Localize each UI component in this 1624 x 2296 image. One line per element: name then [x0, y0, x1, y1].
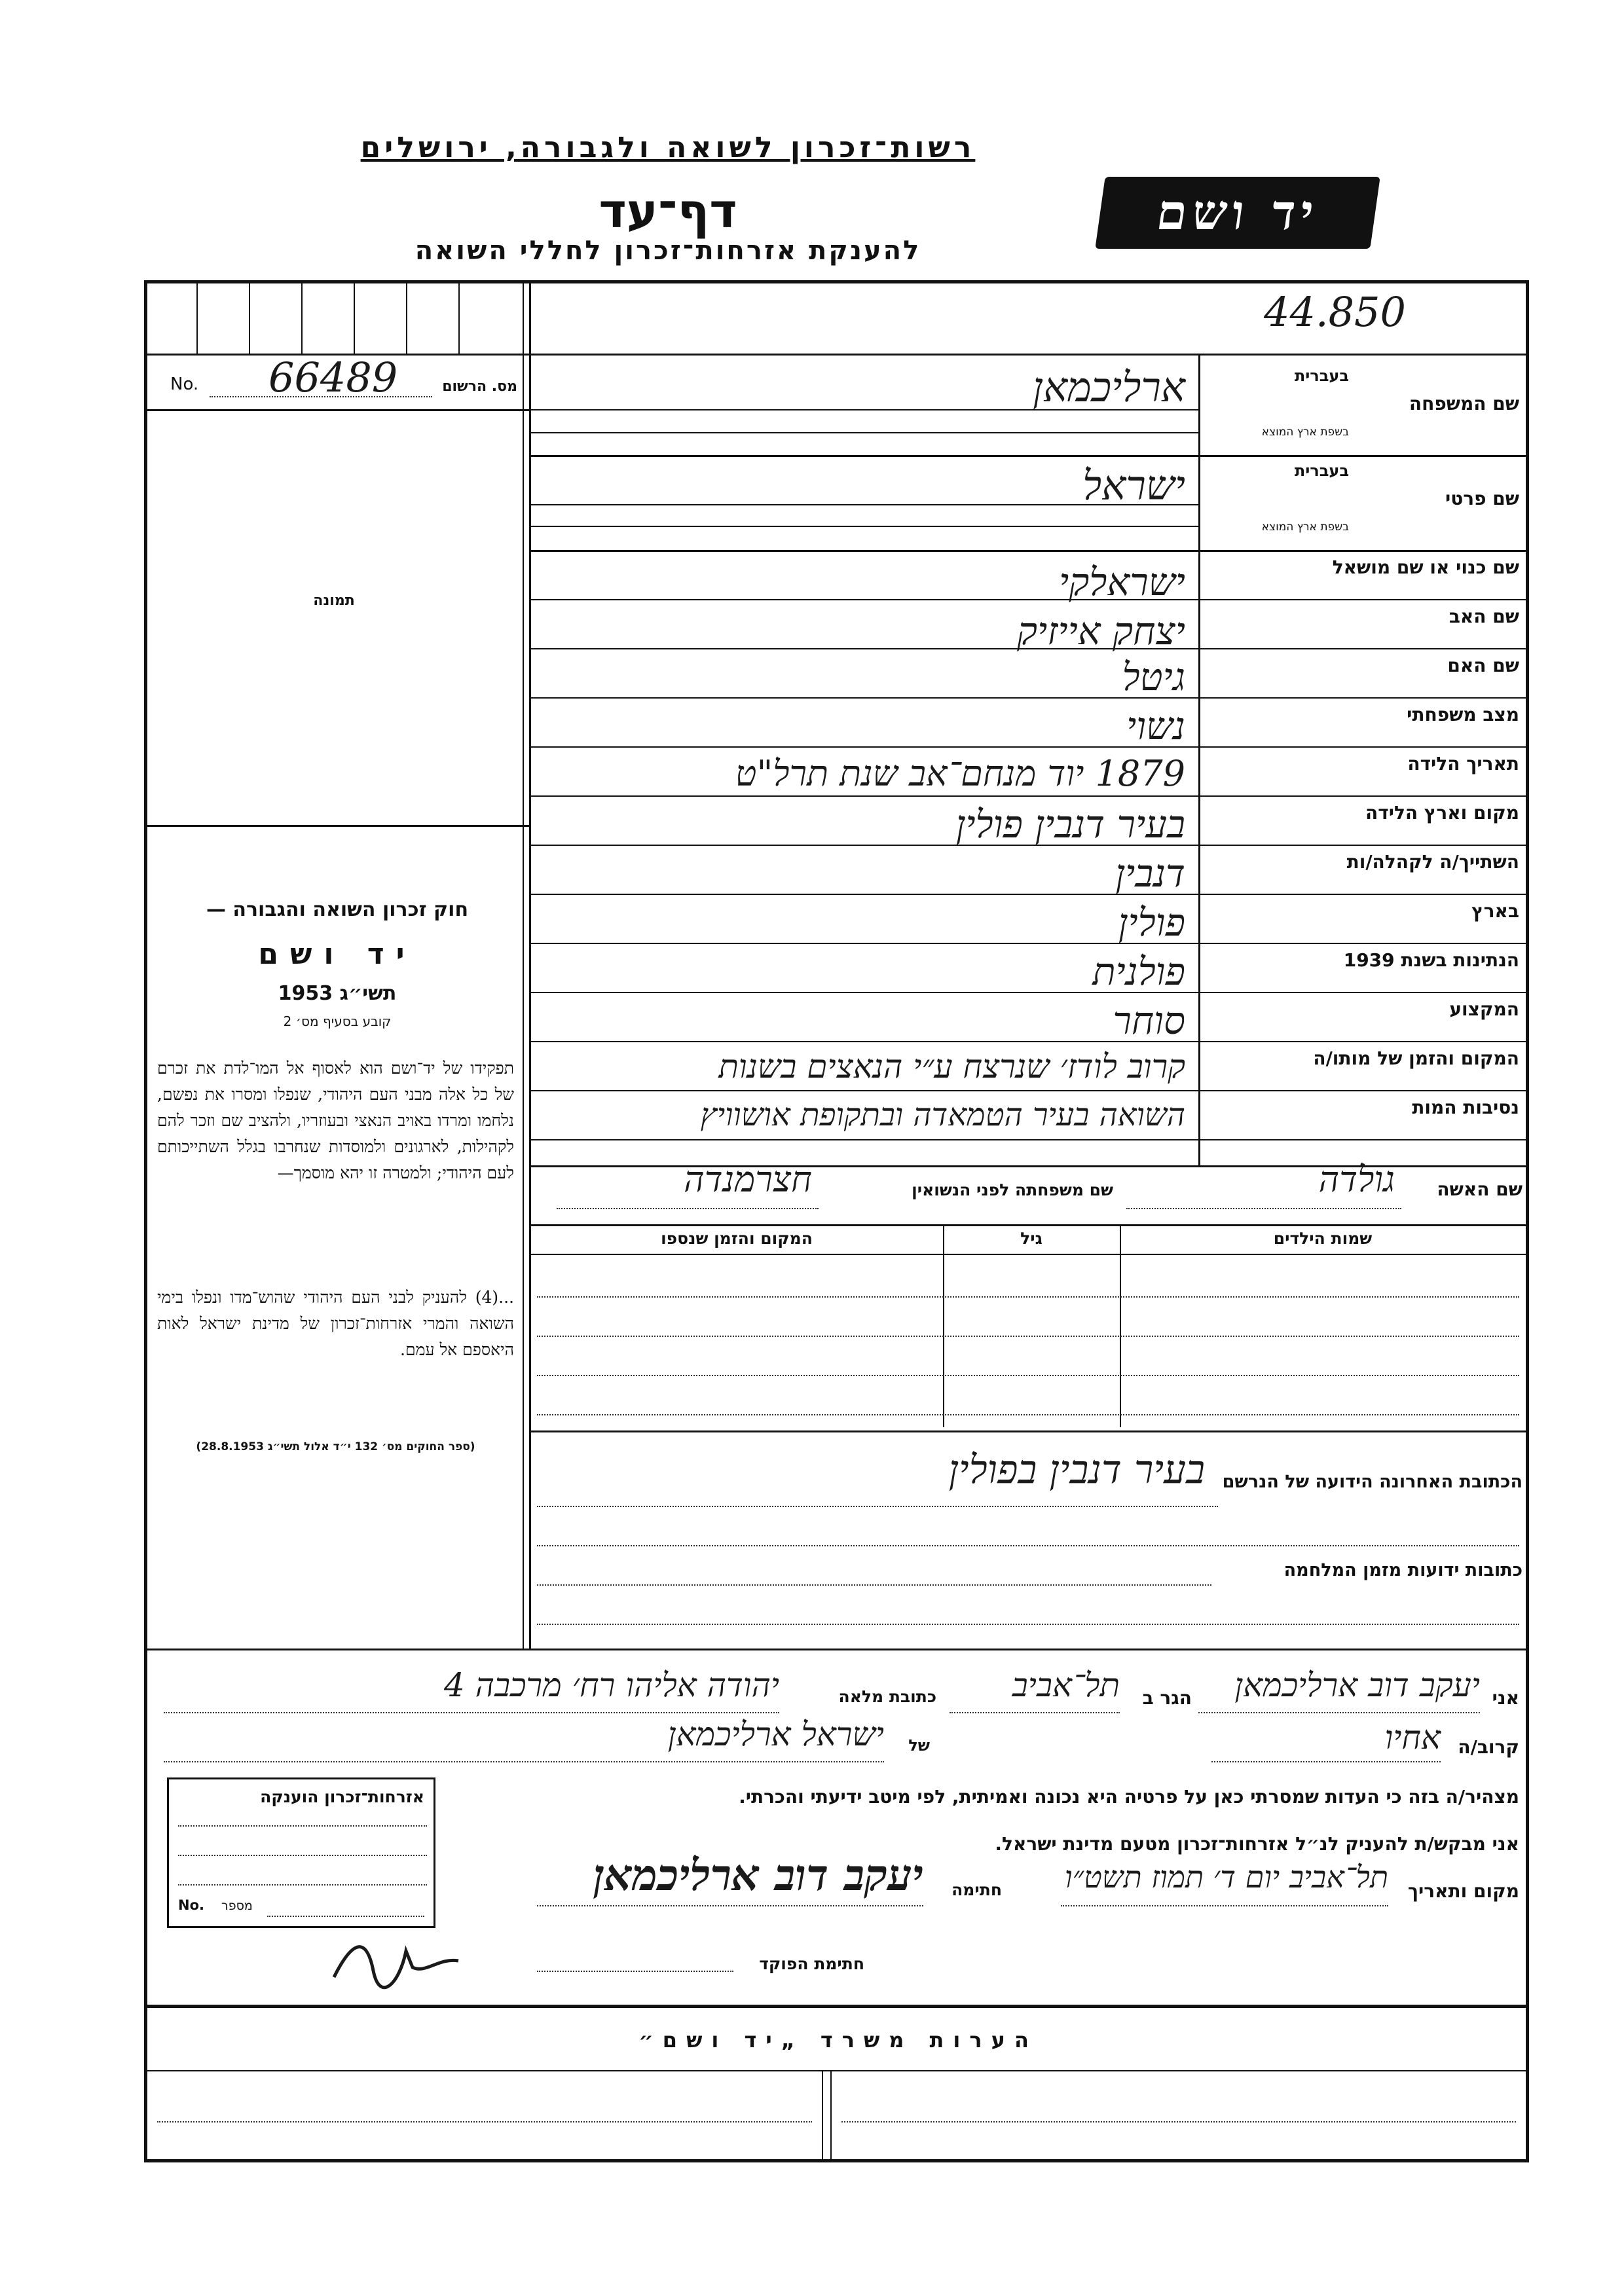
country-value: פולין [1118, 900, 1185, 945]
family-name-label: שם המשפחה [1409, 393, 1519, 414]
law-section: קובע בסעיף מס׳ 2 [283, 1013, 392, 1029]
statement-2: אני מבקש/ת להעניק לנ״ל אזרחות־זכרון מטעם מדינת ישראל. [995, 1833, 1519, 1855]
of-label: של [908, 1736, 930, 1755]
officer-signature-label: חתימת הפוקד [759, 1954, 864, 1973]
citizenship-number-label: מספר [221, 1899, 253, 1913]
citizenship-no-label: No. [178, 1897, 204, 1913]
first-name-label: שם פרטי [1445, 488, 1519, 509]
place-date-label: מקום ותאריך [1407, 1880, 1519, 1902]
resides-label: הגר ב [1142, 1687, 1192, 1709]
death-circumstances-value: השואה בעיר הטמאדה ובתקופת אושוויץ [700, 1097, 1185, 1133]
father-name-value: יצחק אייזיק [1016, 609, 1185, 653]
table-row [537, 1336, 1519, 1337]
form-title: דף־עד [599, 183, 737, 238]
birth-place-label: מקום וארץ הלידה [1365, 802, 1519, 824]
family-name-hebrew-label: בעברית [1294, 367, 1349, 385]
citizenship-1939-value: פולנית [1092, 949, 1185, 994]
marital-status-value: נשוי [1126, 704, 1185, 748]
of-name-value: ישראל ארליכמאן [667, 1715, 884, 1753]
community-value: דנבין [1115, 851, 1185, 896]
first-name-origin-label: בשפת ארץ המוצא [1261, 520, 1349, 534]
photo-label: תמונה [313, 592, 355, 609]
family-name-origin-label: בשפת ארץ המוצא [1261, 426, 1349, 439]
father-name-label: שם האב [1449, 606, 1519, 627]
top-reference-number: 44.850 [1264, 288, 1406, 336]
nickname-label: שם כנוי או שם מושאל [1332, 556, 1519, 578]
last-address-value: בעיר דנבין בפולין [948, 1447, 1205, 1493]
community-label: השתייך/ה לקהלה/ות [1346, 851, 1519, 873]
law-source: (ספר החוקים מס׳ 132 י״ד אלול תשי״ג 28.8.1953) [196, 1440, 475, 1453]
law-name: יד ושם [258, 938, 416, 971]
declarant-name: יעקב דוב ארליכמאן [1234, 1666, 1480, 1704]
citizenship-granted-title: אזרחות־זכרון הוענקה [260, 1787, 424, 1806]
law-title: חוק זכרון השואה והגבורה — [206, 898, 469, 921]
family-name-value: ארליכמאן [1033, 363, 1185, 411]
citizenship-1939-label: הנתינות בשנת 1939 [1343, 949, 1519, 971]
logo-text: יד ושם [1153, 185, 1323, 241]
birth-date-label: תאריך הלידה [1407, 753, 1519, 774]
statement-1: מצהיר/ה בזה כי העדות שמסרתי כאן על פרטיה היא נכונה ואמיתית, לפי מיטב ידיעתי והכרתי. [739, 1786, 1519, 1808]
country-label: בארץ [1471, 900, 1519, 922]
left-column-divider [529, 280, 531, 1649]
officer-signature [327, 1931, 471, 1990]
first-name-value: ישראל [1082, 462, 1185, 509]
death-place-time-value: קרוב לודז׳ שנרצח ע״י הנאצים בשנות [718, 1048, 1185, 1085]
declarant-address: יהודה אליהו רח׳ מרכבה 4 [443, 1666, 779, 1704]
last-address-label: הכתובת האחרונה הידועה של הנרשם [1222, 1472, 1522, 1492]
mother-name-value: גיטל [1122, 655, 1185, 699]
reg-number: 66489 [268, 354, 398, 401]
death-place-time-label: המקום והזמן של מותו/ה [1313, 1048, 1519, 1069]
declarant-city: תל־אביב [1012, 1666, 1120, 1704]
birth-date-value: 1879 יוד מנחם־אב שנת תרל"ט [735, 753, 1185, 794]
mother-name-label: שם האם [1447, 655, 1519, 676]
death-circumstances-label: נסיבות המות [1412, 1097, 1519, 1118]
wife-name-value: גולדה [1318, 1159, 1395, 1200]
nickname-value: ישראלקי [1059, 560, 1185, 604]
place-date-value: תל־אביב יום ד׳ תמוז תשט״ו [1064, 1859, 1388, 1895]
children-age-header: גיל [1020, 1229, 1043, 1248]
relative-label: קרוב/ה [1458, 1736, 1519, 1758]
reg-no-label: No. [170, 374, 199, 394]
remarks-title: הערות משרד „יד ושם״ [638, 2028, 1038, 2052]
yad-vashem-logo [1095, 177, 1380, 249]
reg-number-label: מס. הרשום [442, 378, 517, 395]
maiden-name-value: חצרמנדה [684, 1159, 812, 1200]
maiden-name-label: שם משפחתה לפני הנשואין [912, 1180, 1113, 1199]
children-place-time-header: המקום והזמן שנספו [661, 1229, 813, 1248]
table-row [537, 1296, 1519, 1298]
law-year: תשי״ג 1953 [278, 982, 397, 1005]
form-subtitle: להענקת אזרחות־זכרון לחללי השואה [415, 236, 921, 266]
children-names-header: שמות הילדים [1273, 1229, 1373, 1248]
first-name-hebrew-label: בעברית [1294, 462, 1349, 480]
law-paragraph-1: תפקידו של יד־ושם הוא לאסוף אל המו־לדת את זכרם של כל אלה מבני העם היהודי, שנפלו ומסרו את נפשם, נלחמו ומרדו באויב הנאצי ובעוזריו, ולהציב שם וזכר להם לקהילות, לארגונים ולמוסדות שנחרבו בגלל השתייכותם לעם היהודי; ולמטרה זו יהא מוסמך— [157, 1059, 514, 1182]
declarant-signature: יעקב דוב ארליכמאן [593, 1850, 923, 1901]
occupation-label: המקצוע [1449, 998, 1519, 1020]
occupation-value: סוחר [1113, 998, 1185, 1043]
law-paragraph-2: ...(4) להעניק לבני העם היהודי שהוש־מדו ונפלו בימי השואה והמרי אזרחות־זכרון של מדינת ישראל לאות היאספם אל עמם. [157, 1288, 514, 1359]
marital-status-label: מצב משפחתי [1407, 704, 1519, 725]
full-address-label: כתובת מלאה [838, 1687, 936, 1706]
signature-label: חתימה [951, 1880, 1002, 1899]
wife-name-label: שם האשה [1437, 1178, 1522, 1200]
declarant-i-label: אני [1492, 1687, 1519, 1709]
table-row [537, 1375, 1519, 1376]
label-column-divider [1198, 354, 1200, 1165]
table-row [537, 1414, 1519, 1415]
citizenship-granted-box [167, 1777, 435, 1928]
relation-value: אחיו [1384, 1719, 1441, 1757]
birth-place-value: בעיר דנבין פולין [955, 802, 1185, 847]
authority-title: רשות־זכרון לשואה ולגבורה, ירושלים [360, 131, 976, 164]
war-addresses-label: כתובות ידועות מזמן המלחמה [1283, 1560, 1522, 1580]
